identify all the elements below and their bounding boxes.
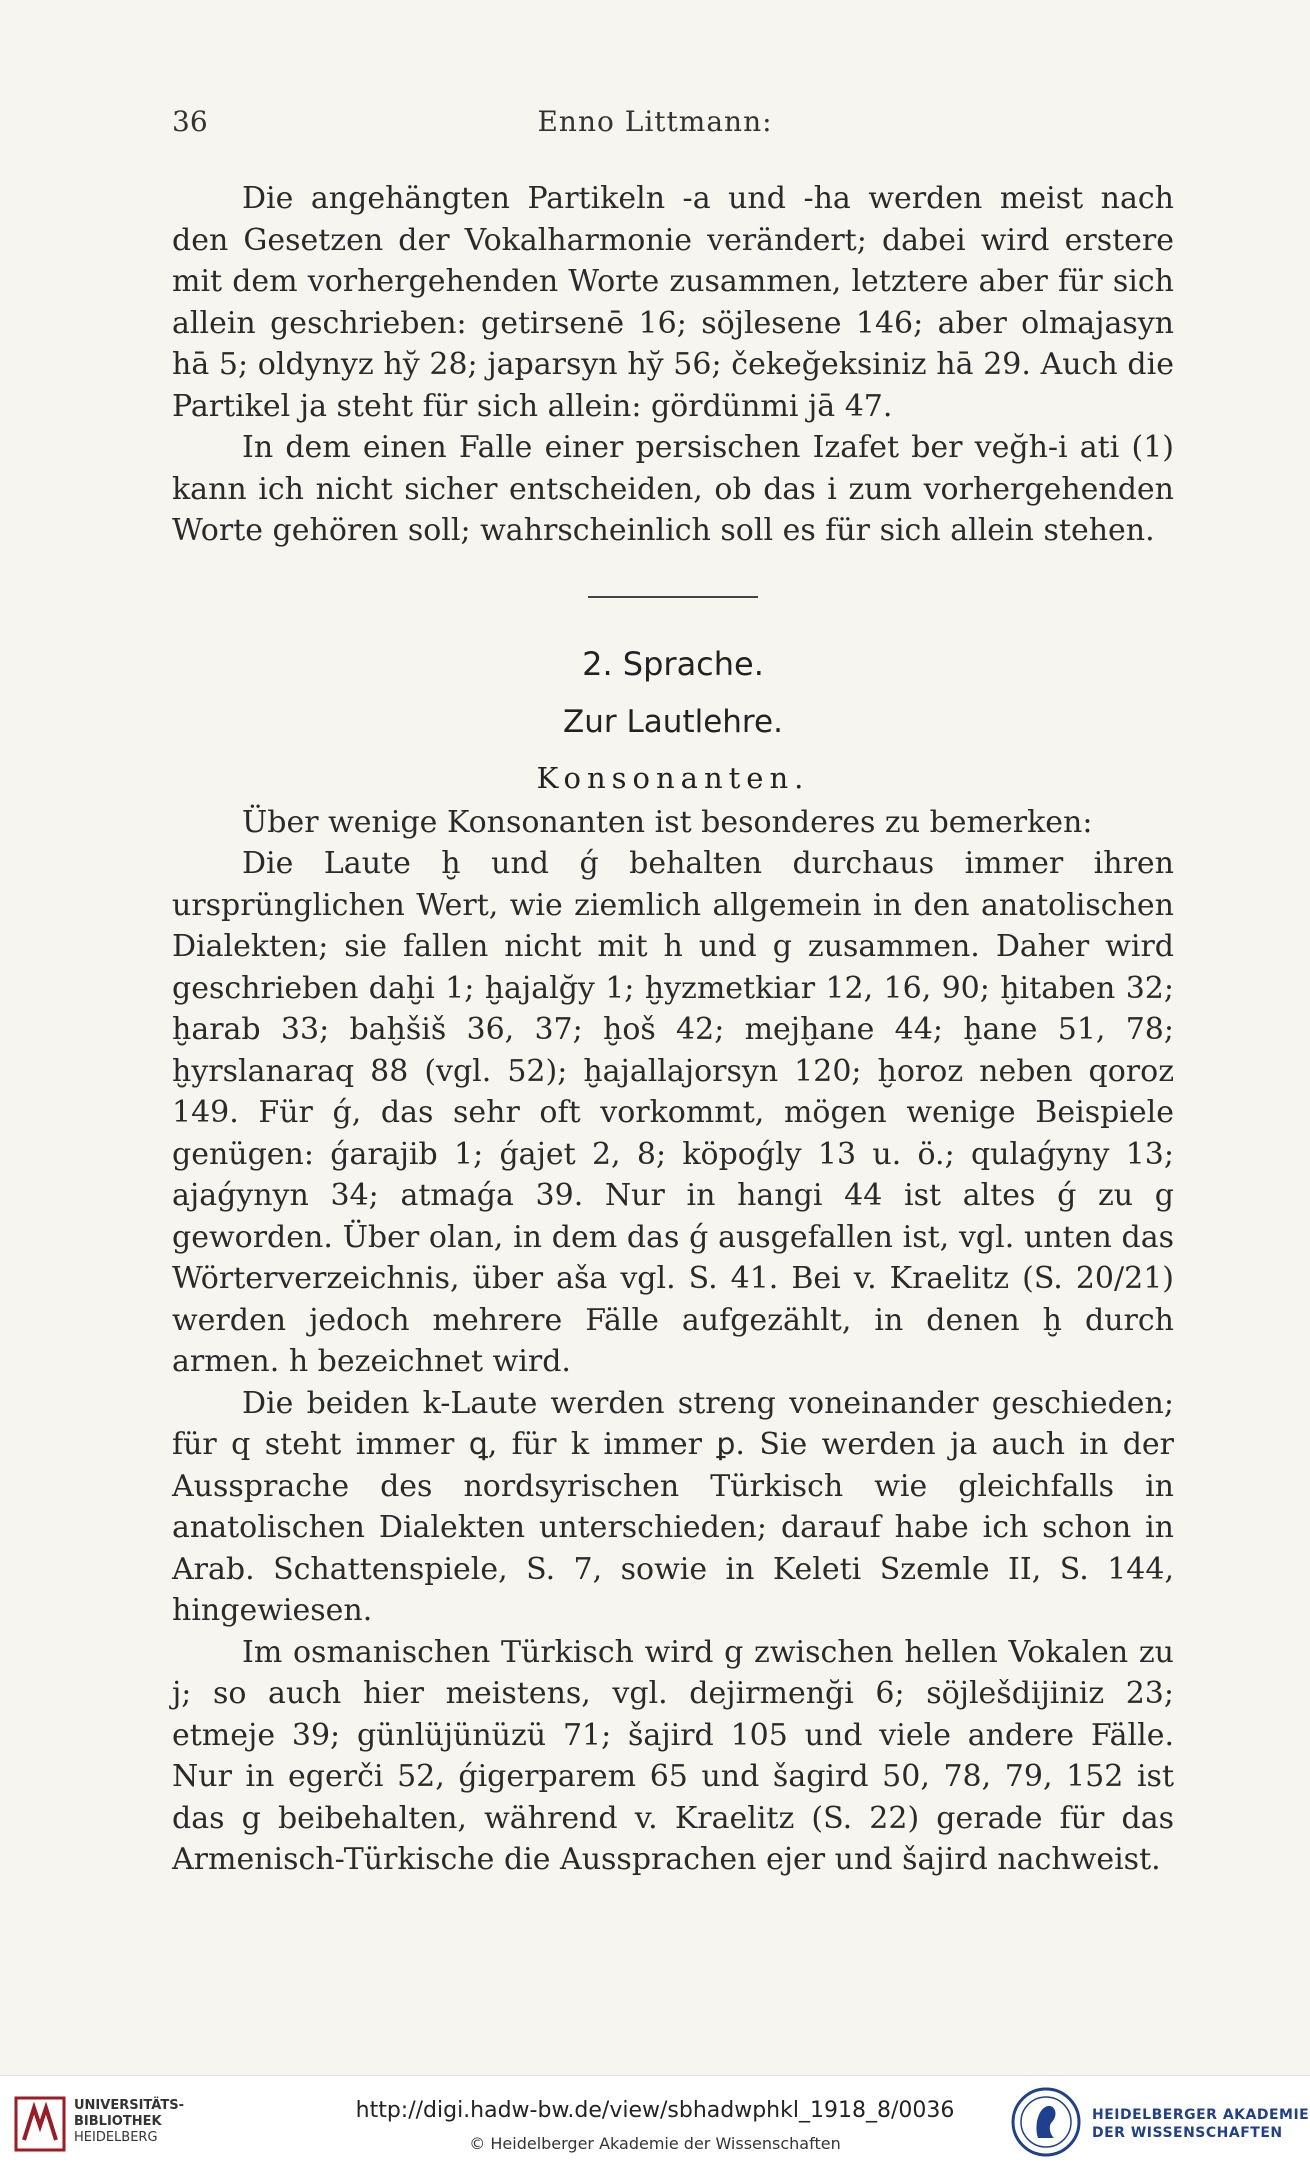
section-subsubtitle: Konsonanten.: [536, 760, 810, 795]
section-title: 2. Sprache.: [582, 644, 764, 683]
permalink-url[interactable]: http://digi.hadw-bw.de/view/sbhadwphkl_1918_8/0036: [355, 2098, 955, 2123]
copyright-notice: © Heidelberger Akademie der Wissenschaften: [469, 2134, 841, 2153]
page-body: [172, 178, 1174, 1881]
paragraph-k-laute: Die beiden k-Laute werden streng voneinander geschieden; für q steht immer ꝗ, für k immer ꝑ. Sie werden ja auch in der Aussprache des nordsyrischen Türkisch wie gleichfalls in anatolischen Dialekten unterschieden; darauf habe ich schon in Arab. Schattenspiele, S. 7, sowie in Keleti Szemle II, S. 144, hingewiesen.: [172, 1385, 1174, 1628]
page-number: 36: [172, 105, 208, 138]
academy-seal-icon: [1010, 2086, 1082, 2158]
paragraph-osmanisch-g: Im osmanischen Türkisch wird g zwischen hellen Vokalen zu j; so auch hier meistens, vgl. dejirmenği 6; söjlešdijiniz 23; etmeje 39; günlüjünüzü 71; šajird 105 und viele andere Fälle. Nur in egerči 52, ǵigerparem 65 und šagird 50, 78, 79, 152 ist das g beibehalten, während v. Kraelitz (S. 22) gerade für das Armenisch-Türkische die Aussprachen ejer und šajird nachweist.: [172, 1634, 1174, 1877]
university-library-name: UNIVERSITÄTS- BIBLIOTHEK HEIDELBERG: [74, 2098, 184, 2145]
section-divider: [588, 596, 758, 598]
paragraph-laute-h-g: Die Laute ḫ und ǵ behalten durchaus immer ihren ursprünglichen Wert, wie ziemlich allgemein in den anatolischen Dialekten; sie fallen nicht mit h und g zusammen. Daher wird geschrieben daḫi 1; ḫajalğy 1; ḫyzmetkiar 12, 16, 90; ḫitaben 32; ḫarab 33; baḫšiš 36, 37; ḫoš 42; mejḫane 44; ḫane 51, 78; ḫyrslanaraq 88 (vgl. 52); ḫajallajorsyn 120; ḫoroz neben qoroz 149. Für ǵ, das sehr oft vorkommt, mögen wenige Beispiele genügen: ǵarajib 1; ǵajet 2, 8; köpoǵly 13 u. ö.; qulaǵyny 13; ajaǵynyn 34; atmaǵa 39. Nur in hangi 44 ist altes ǵ zu g geworden. Über olan, in dem das ǵ ausgefallen ist, vgl. unten das Wörterverzeichnis, über aša vgl. S. 41. Bei v. Kraelitz (S. 20/21) werden jedoch mehrere Fälle aufgezählt, in denen ḫ durch armen. h bezeichnet wird.: [172, 846, 1174, 1379]
academy-name: HEIDELBERGER AKADEMIE DER WISSENSCHAFTEN: [1092, 2107, 1310, 2141]
paragraph-konsonanten-intro: Über wenige Konsonanten ist besonderes zu bemerken:: [242, 804, 1093, 840]
author-name: Enno Littmann:: [537, 105, 773, 138]
section-subtitle: Zur Lautlehre.: [563, 703, 783, 740]
paragraph-particles: Die angehängten Partikeln -a und -ha werden meist nach den Gesetzen der Vokalharmonie verändert; dabei wird erstere mit dem vorhergehenden Worte zusammen, letztere aber für sich allein geschrieben: getirsenē 16; söjlesene 146; aber olmajasyn hā 5; oldynyz hy̆ 28; japarsyn hy̆ 56; čekeğeksiniz hā 29. Auch die Partikel ja steht für sich allein: gördünmi jā 47.: [172, 181, 1174, 424]
footer-bar: [0, 2075, 1310, 2170]
paragraph-izafet: In dem einen Falle einer persischen Izafet ber veğh-i ati (1) kann ich nicht sicher entscheiden, ob das i zum vorhergehenden Worte gehören soll; wahrscheinlich soll es für sich allein stehen.: [172, 430, 1174, 548]
running-head: [172, 105, 1138, 149]
